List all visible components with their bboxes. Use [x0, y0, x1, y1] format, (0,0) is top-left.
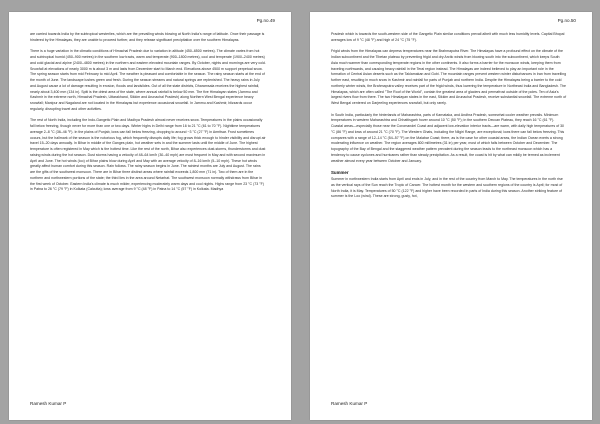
- page-number: Pg.no.50: [557, 18, 576, 23]
- paragraph: There is a huge variation in the climatic conditions of Himachal Pradesh due to variation in altitude (450–6500 metres). The climate varies from hot and subtropical humid (450–900 metres) in the southern low tracts, warm and temperate (900–1800 metres), cool and temperate (1900–2400 metres) and cold glacial and alpine (2400–4800 metres) in the northern and eastern elevated mountain ranges. By October, nights and mornings are very cold. Snowfall at elevations of nearly 3000 m is about 3 m and lasts from December start to March end. Elevations above 4500 m support perpetual snow. The spring season starts from mid February to mid April. The weather is pleasant and comfortable in the season. The rainy season starts at the end of the month of June. The landscape lushes green and fresh. During the season streams and natural springs are replenished. The heavy rains in July and August cause a lot of damage resulting in erosion, floods and landslides. Out of all the state districts, Dharamsala receives the highest rainfall, nearly about 3,400 mm (134 in). Spiti is the driest area of the state, where annual rainfall is below 50 mm. The five Himalayan states (Jammu and Kashmir in the extreme north, Himachal Pradesh, Uttarakhand, Sikkim and Arunachal Pradesh) along Northern West Bengal experience heavy snowfall; Manipur and Nagaland are not located in the Himalayas but experience occasional snowfall. In Jammu and Kashmir, blizzards occur regularly, disrupting travel and other activities.: [30, 49, 266, 111]
- page-body: [331, 32, 567, 392]
- paragraph: The rest of North India, including the Indo-Gangetic Plain and Madhya Pradesh almost never receives snow. Temperatures in the plains occasionally fall below freezing, though never for more than one or two days. Winter highs in Delhi range from 16 to 21 °C (61 to 70 °F). Nighttime temperatures average 2–8 °C (36–46 °F). In the plains of Punjab, lows can fall below freezing, dropping to around −3 °C (27 °F) in Amritsar. Frost sometimes occurs, but the hallmark of the season is the notorious fog, which frequently disrupts daily life; fog grows thick enough to hinder visibility and disrupt air travel 15–20 days annually. In Bihar in middle of the Ganges plain, hot weather sets in and the summer lasts until the middle of June. The highest temperature is often registered in May which is the hottest time. Like the rest of the north, Bihar also experiences dust-storms, thunderstorms and dust raising winds during the hot season. Dust storms having a velocity of 48–64 km/h (30–40 mph) are most frequent in May and with second maximum in April and June. The hot winds (loo) of Bihar plains blow during April and May with an average velocity of 8–16 km/h (5–10 mph). These hot winds greatly affect human comfort during this season. Rain follows. The rainy season begins in June. The rainiest months are July and August. The rains are the gifts of the southwest monsoon. There are in Bihar three distinct areas where rainfall exceeds 1,800 mm (71 in). Two of them are in the northern and northwestern portions of the state; the third lies in the area around Netarhat. The southwest monsoon normally withdraws from Bihar in the first week of October. Eastern India's climate is much milder, experiencing moderately warm days and cool nights. Highs range from 23 °C (73 °F) in Patna to 26 °C (79 °F) in Kolkata (Calcutta); lows average from 9 °C (48 °F) in Patna to 14 °C (57 °F) in Kolkata. Madhya: [30, 118, 266, 192]
- paragraph: Frigid winds from the Himalayas can depress temperatures near the Brahmaputra River. The Himalayas have a profound effect on the climate of the Indian subcontinent and the Tibetan plateau by preventing frigid and dry Arctic winds from blowing south into the subcontinent, which keeps South Asia much warmer than corresponding temperate regions in the other continents. It also forms a barrier for the monsoon winds, keeping them from traveling northwards, and causing heavy rainfall in the Terai region instead. The Himalayas are indeed believed to play an important role in the formation of Central Asian deserts such as the Taklamakan and Gobi. The mountain ranges prevent western winter disturbances in Iran from travelling further east, resulting in much snow in Kashmir and rainfall for parts of Punjab and northern India. Despite the Himalayas being a barrier to the cold northerly winter winds, the Brahmaputra valley receives part of the frigid winds, thus lowering the temperature in Northeast India and Bangladesh. The Himalayas, which are often called "The Roof of the World", contain the greatest area of glaciers and permafrost outside of the poles. Ten of Asia's largest rivers flow from there. The two Himalayan states in the east, Sikkim and Arunachal Pradesh, receive substantial snowfall. The extreme north of West Bengal centered on Darjeeling experiences snowfall, but only rarely.: [331, 49, 567, 105]
- page-number: Pg.no.49: [256, 18, 275, 23]
- left-page: [9, 12, 291, 420]
- paragraph: Summer in northwestern India starts from April and ends in July, and in the rest of the country from March to May. The temperatures in the north rise as the vertical rays of the Sun reach the Tropic of Cancer. The hottest month for the western and southern regions of the country is April; for most of North India, it is May. Temperatures of 50 °C (122 °F) and higher have been recorded in parts of India during this season. Another striking feature of summer is the Loo (wind). These are strong, gusty, hot,: [331, 177, 563, 199]
- page-footer-author: Ramesh Kumar P: [30, 401, 67, 406]
- right-page: [310, 12, 592, 420]
- paragraph: are carried towards India by the subtropical westerlies, which are the prevailing winds blowing at North India's range of latitude. Once their passage is hindered by the Himalayas, they are unable to proceed further, and they release significant precipitation over the southern Himalayas.: [30, 32, 265, 42]
- paragraph: In South India, particularly the hinterlands of Maharashtra, parts of Karnataka, and Andhra Pradesh, somewhat cooler weather prevails. Minimum temperatures in western Maharashtra and Chhattisgarh hover around 10 °C (50 °F); in the southern Deccan Plateau, they reach 16 °C (61 °F). Coastal areas—especially those near the Coromandel Coast and adjacent low-elevation interior tracts—are warm, with daily high temperatures of 30 °C (86 °F) and lows of around 21 °C (70 °F). The Western Ghats, including the Nilgiri Range, are exceptional; lows there can fall below freezing. This compares with a range of 12–14 °C (54–57 °F) on the Malabar Coast; there, as is the case for other coastal areas, the Indian Ocean exerts a strong moderating influence on weather. The region averages 800 millimetres (31 in) per year, most of which falls between October and December. The topography of the Bay of Bengal and the staggered weather pattern prevalent during the season leads to the northeast monsoon which has a tendency to cause cyclones and hurricanes rather than steady precipitation. As a result, the coast is hit by what can mildly be termed as inclement weather almost every year between October and January.: [331, 112, 565, 163]
- section-heading: Summer: [331, 170, 349, 175]
- page-body: [30, 32, 266, 392]
- paragraph: Pradesh which is towards the south-western side of the Gangetic Plain similar conditions prevail albeit with much less humidity levels. Capital Bhopal averages low of 9 °C (48 °F) and high of 24 °C (75 °F).: [331, 32, 565, 42]
- page-footer-author: Ramesh Kumar P: [331, 401, 368, 406]
